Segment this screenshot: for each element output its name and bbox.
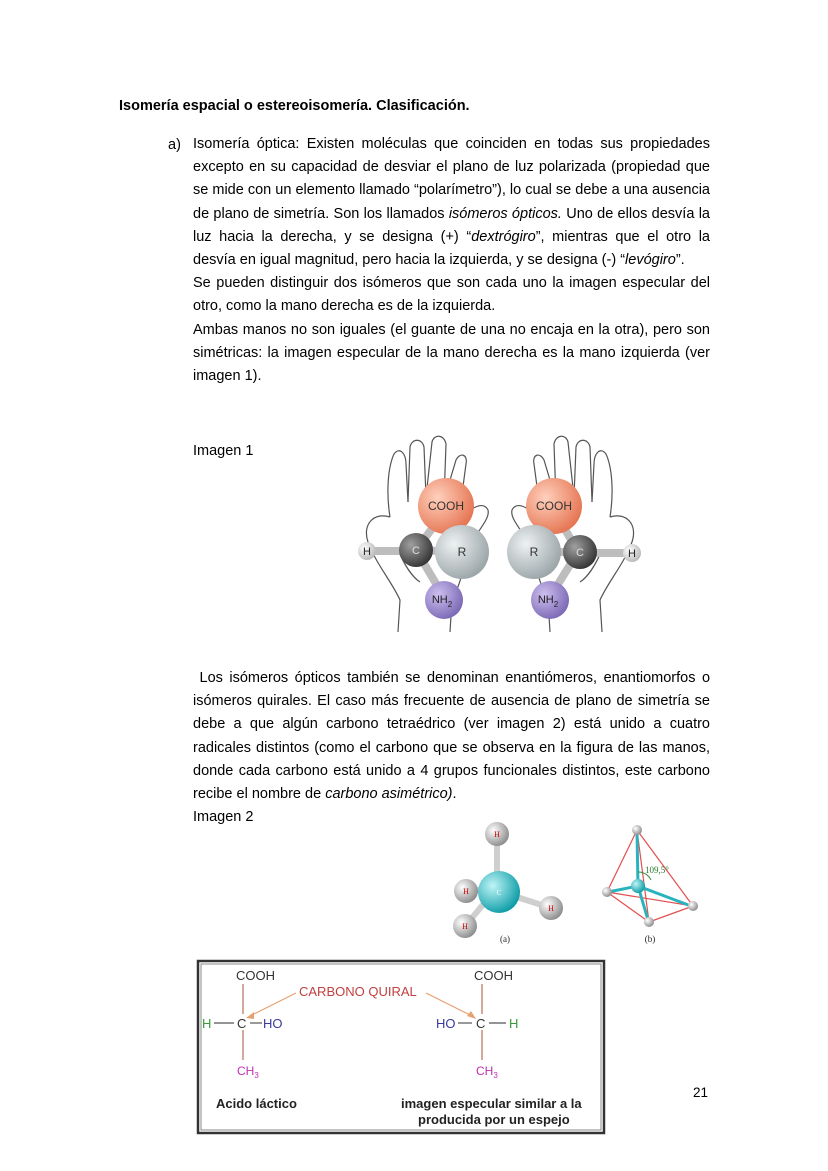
image1-label: Imagen 1: [193, 443, 254, 459]
svg-text:HO: HO: [263, 1016, 283, 1031]
list-marker: a): [168, 137, 181, 153]
svg-text:C: C: [496, 889, 502, 897]
left-nh-label: $NH_2$: [431, 594, 453, 609]
right-cooh-label: COOH: [536, 499, 572, 513]
lactic-acid-caption: Acido láctico: [216, 1096, 297, 1111]
image2-label: Imagen 2: [193, 809, 254, 825]
enantiomers-paragraph: Los isómeros ópticos también se denominan enantiómeros, enantiomorfos o isómeros quirales. El caso más frecuente de ausencia de plano de simetría se debe a que algún carbono tetraédrico (ver imagen 2) está unido a cuatro radicales distintos (como el carbono que se observa en la figura de las manos, donde cada carbono está unido a 4 grupos funcionales distintos, este carbono recibe el nombre de carbono asimétrico).: [193, 670, 711, 803]
svg-text:H: H: [202, 1016, 212, 1031]
right-c-label: C: [576, 547, 584, 559]
mirror-caption-line1: imagen especular similar a la: [401, 1096, 582, 1111]
optical-isomerism-paragraph: Isomería óptica: Existen moléculas que coinciden en todas sus propiedades excepto en su capacidad de desviar el plano de luz polarizada (propiedad que se mide con un elemento llamado “polarímetro”), lo cual se debe a una ausencia de plano de simetría. Son los llamados isómeros ópticos. Uno de ellos desvía la luz hacia la derecha, y se designa (+) “dextrógiro”, mientras que el otro la desvía en igual magnitud, pero hacia la izquierda, y se designa (-) “levógiro”.: [193, 136, 710, 269]
tetrahedron-center: [631, 879, 645, 893]
svg-text:H: H: [509, 1016, 519, 1031]
left-h-label: H: [363, 546, 371, 558]
svg-text:C: C: [476, 1016, 486, 1031]
svg-text:H: H: [462, 922, 468, 931]
left-cooh: COOH: [236, 968, 275, 983]
svg-text:H: H: [548, 904, 554, 913]
hands-paragraph: Ambas manos no son iguales (el guante de una no encaja en la otra), pero son simétricas: la imagen especular de la mano derecha es la mano izquierda (ver imagen 1).: [193, 321, 710, 385]
svg-text:H: H: [463, 887, 469, 896]
section-heading: Isomería espacial o estereoisomería. Clasificación.: [119, 98, 470, 114]
enantiomers-text: [193, 667, 710, 806]
caption-a: (a): [500, 934, 510, 944]
right-h-label: H: [628, 548, 636, 560]
mirror-caption-line2: producida por un espejo: [418, 1112, 570, 1127]
caption-b: (b): [644, 934, 656, 944]
lactic-acid-figure: [196, 958, 608, 1136]
hands-chirality-figure: [352, 432, 648, 640]
svg-text:H: H: [494, 830, 500, 839]
right-nh-label: $NH_2$: [537, 594, 559, 609]
right-r-label: R: [529, 545, 539, 559]
left-ch3: $CH_3$: [237, 1064, 259, 1080]
tetrahedron-bonds: [608, 832, 691, 920]
svg-text:C: C: [237, 1016, 247, 1031]
svg-text:HO: HO: [436, 1016, 456, 1031]
bond-angle-label: 109,5°: [645, 865, 669, 875]
tetrahedron-edges: [607, 830, 693, 922]
left-c-label: C: [412, 545, 420, 557]
section-a-text: [193, 133, 710, 388]
chiral-carbon-label: CARBONO QUIRAL: [299, 984, 417, 999]
left-r-label: R: [457, 545, 467, 559]
mirror-image-paragraph: Se pueden distinguir dos isómeros que son cada uno la imagen especular del otro, como la mano derecha es de la izquierda.: [193, 275, 710, 315]
tetrahedral-carbon-figure: [445, 820, 705, 948]
page-number: 21: [693, 1085, 709, 1100]
right-cooh: COOH: [474, 968, 513, 983]
right-ch3: $CH_3$: [476, 1064, 498, 1080]
left-cooh-label: COOH: [428, 499, 464, 513]
